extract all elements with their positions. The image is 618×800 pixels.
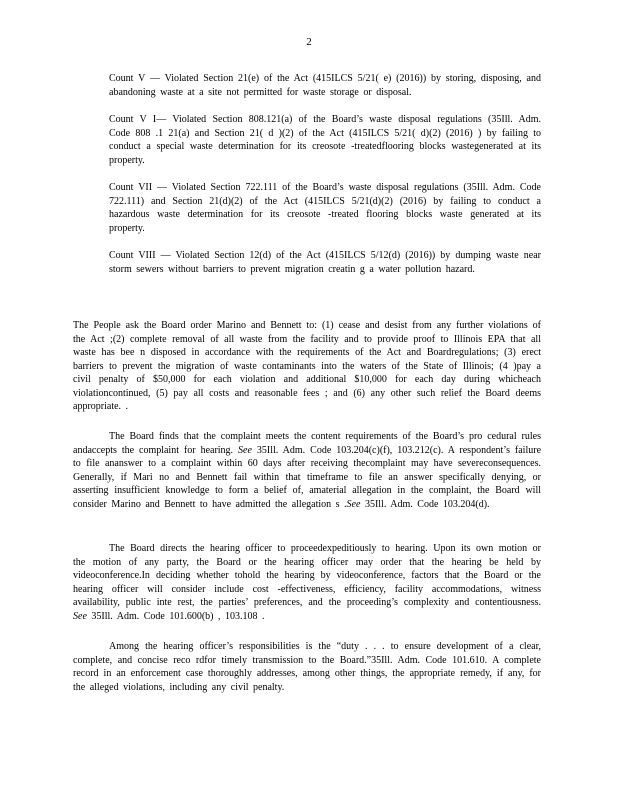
count-viii: Count VIII — Violated Section 12(d) of the Act (415ILCS 5/12(d) (2016)) by dumping waste near storm sewers without barriers to prevent migration creatin g a water pollution hazard. xyxy=(109,250,541,275)
record-paragraph: Among the hearing officer’s responsibilities is the “duty . . . to ensure development of a clear, complete, and concise reco rdfor timely transmission to the Board.”35Ill. Adm. Code 101.610. A complete record in an enforcement case thoroughly addresses, among other things, the appropriate remedy, if any, for the alleged violations, including any civil penalty. xyxy=(73,641,541,693)
see-citation-signal: See xyxy=(238,444,252,456)
page-number: 2 xyxy=(306,36,312,48)
see-citation-signal-2: See xyxy=(346,498,361,510)
count-vii: Count VII — Violated Section 722.111 of the Board’s waste disposal regulations (35Ill. Adm. Code 722.111) and Section 21(d)(2) of the Act (415ILCS 5/21(d)(2) (2016) by failing to conduct a hazardous waste determination for its creosote -treated flooring blocks waste generated at its property. xyxy=(109,182,541,234)
finding-text-2: 35Ill. Adm. Code 103.204(c)(f), 103.212(c). A respondent’s failure to file ananswer to a complaint within 60 days after receiving thecomplaint may have severeconsequences. Generally, if Mari no and Bennett fail within that timeframe to file an answer specifically denying, or asserting insufficient knowledge to form a belief of, amaterial allegation in the complaint, the Board will consider Marino and Bennett to have admitted the allegation s . xyxy=(73,444,542,510)
count-v: Count V — Violated Section 21(e) of the Act (415ILCS 5/21( e) (2016)) by storing, disposing, and abandoning waste at a site not permitted for waste storage or disposal. xyxy=(109,73,541,98)
relief-paragraph: The People ask the Board order Marino and Bennett to: (1) cease and desist from any further violations of the Act ;(2) complete removal of all waste from the facility and to provide proof to Illinois EPA that all waste has bee n disposed in accordance with the requirements of the Act and Boardregulations; (3) erect barriers to prevent the migration of waste contaminants into the waters of the State of Illinois; (4 )pay a civil penalty of $50,000 for each violation and additional $10,000 for each day during whicheach violationcontinued, (5) pay all costs and reasonable fees ; and (6) any other such relief the Board deems appropriate. . xyxy=(73,320,541,412)
finding-text-1: The Board finds that the complaint meets the content requirements of the Board’s pro cedural rules andaccepts the complaint for hearing. xyxy=(73,431,541,456)
count-vi: Count V I— Violated Section 808.121(a) of the Board’s waste disposal regulations (35Ill. Adm. Code 808 .1 21(a) and Section 21( d )(2) of the Act (415ILCS 5/21( d)(2) (2016) ) by failing to conduct a special waste determination for its creosote -treatedflooring blocks wastegenerated at its property. xyxy=(109,114,541,166)
videoconference-text-1: The Board directs the hearing officer to proceedexpeditiously to hearing. Upon its own motion or the motion of any party, the Board or the hearing officer may order that the hearing be held by videoconference.In deciding whether tohold the hearing by videoconference, factors that the Board or the hearing officer will consider include cost -effectiveness, efficiency, facility accommodations, witness availability, public inte rest, the parties’ preferences, and the proceeding’s complexity and contentiousness. xyxy=(73,543,541,608)
counts-list xyxy=(109,72,541,290)
videoconference-text-2: 35Ill. Adm. Code 101.600(b) , 103.108 . xyxy=(91,610,265,622)
videoconference-paragraph xyxy=(73,542,541,623)
finding-text-3: 35Ill. Adm. Code 103.204(d). xyxy=(364,498,490,510)
finding-paragraph xyxy=(73,430,541,511)
see-citation-signal-3: See xyxy=(73,610,87,622)
